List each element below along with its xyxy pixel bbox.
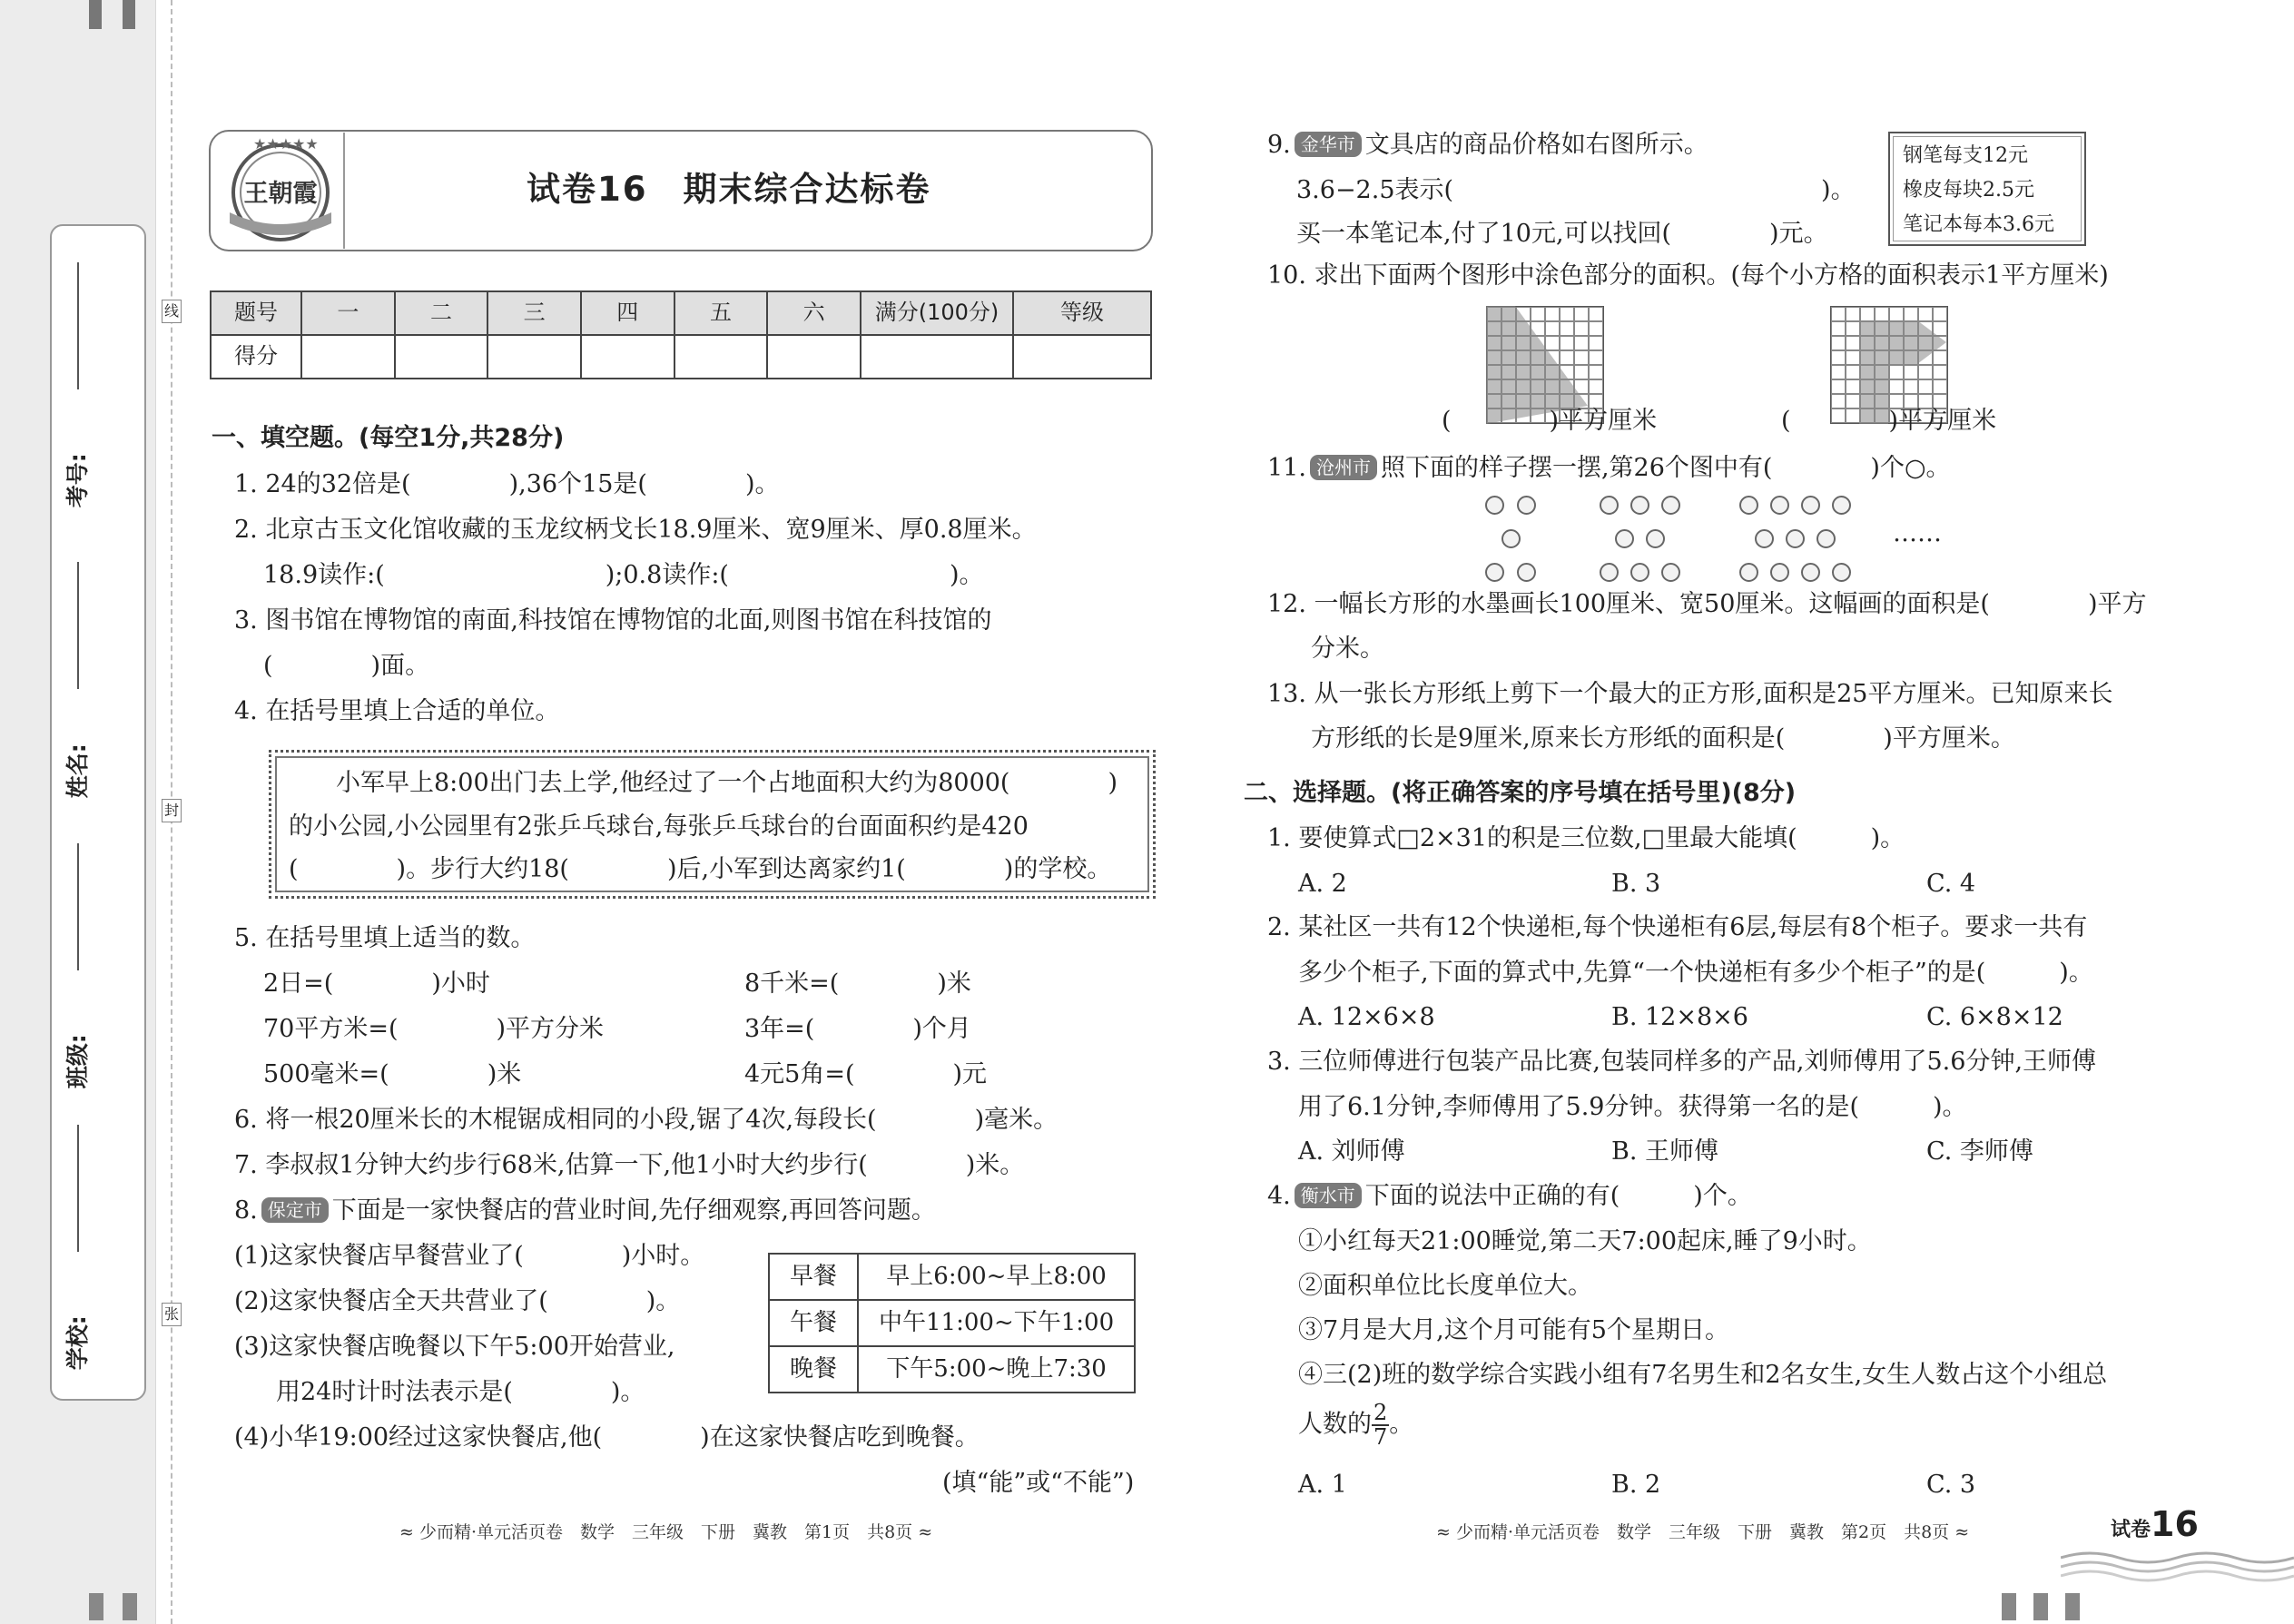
section-heading-choice: 二、选择题。(将正确答案的序号填在括号里)(8分)	[1244, 779, 1797, 807]
ellipsis: ……	[1893, 519, 1942, 547]
question-11: 11. 沧州市 照下面的样子摆一摆,第26个图中有( )个○。	[1267, 454, 1951, 482]
score-cell[interactable]	[487, 335, 581, 379]
price-item: 橡皮每块2.5元	[1903, 179, 2034, 202]
statement-4: ④三(2)班的数学综合实践小组有7名男生和2名女生,女生人数占这个小组总	[1298, 1361, 2108, 1389]
question-9: 9. 金华市 文具店的商品价格如右图所示。	[1267, 131, 1708, 159]
table-row: 午餐 中午11:00~下午1:00	[769, 1300, 1135, 1346]
gutter-mark	[89, 0, 102, 29]
conversion-item: 4元5角=( )元	[744, 1060, 988, 1088]
choice-question-3: 3. 三位师傅进行包装产品比赛,包装同样多的产品,刘师傅用了5.6分钟,王师傅	[1267, 1048, 2097, 1076]
score-cell[interactable]	[395, 335, 488, 379]
option-b[interactable]: B. 王师傅	[1611, 1137, 1719, 1166]
question-8-sub-1: (1)这家快餐店早餐营业了( )小时。	[234, 1242, 705, 1270]
option-b[interactable]: B. 3	[1611, 870, 1661, 898]
gutter-mark	[123, 1593, 137, 1620]
price-list-box	[1888, 132, 2086, 246]
question-9-line3: 买一本笔记本,付了10元,可以找回( )元。	[1296, 220, 1828, 248]
question-8-hint: (填“能”或“不能”)	[942, 1469, 1135, 1497]
question-13: 13. 从一张长方形纸上剪下一个最大的正方形,面积是25平方厘米。已知原来长	[1267, 680, 2113, 708]
logo-text: 王朝霞	[243, 180, 318, 208]
passage-line-1: 小军早上8:00出门去上学,他经过了一个占地面积大约为8000( )	[336, 769, 1117, 797]
question-12-line2: 分米。	[1311, 635, 1384, 663]
question-8: 8. 保定市 下面是一家快餐店的营业时间,先仔细观察,再回答问题。	[234, 1196, 936, 1225]
region-tag: 金华市	[1295, 132, 1362, 157]
price-item: 钢笔每支12元	[1903, 144, 2028, 167]
score-row: 得分	[211, 335, 1151, 379]
answer-blank-area-2: ( )平方厘米	[1781, 407, 1997, 435]
statement-3: ③7月是大月,这个月可能有5个星期日。	[1298, 1316, 1729, 1344]
score-cell[interactable]	[581, 335, 674, 379]
publisher-logo	[222, 134, 339, 247]
option-a[interactable]: A. 12×6×8	[1298, 1003, 1435, 1031]
choice-question-4: 4. 衡水市 下面的说法中正确的有( )个。	[1267, 1182, 1752, 1210]
option-a[interactable]: A. 刘师傅	[1298, 1137, 1405, 1166]
choice-question-1: 1. 要使算式□2×31的积是三位数,□里最大能填( )。	[1267, 824, 1905, 852]
conversion-item: 70平方米=( )平方分米	[263, 1015, 605, 1043]
question-3-line2: ( )面。	[263, 652, 430, 680]
question-12: 12. 一幅长方形的水墨画长100厘米、宽50厘米。这幅画的面积是( )平方	[1267, 590, 2147, 618]
header-divider	[343, 133, 345, 249]
statement-2: ②面积单位比长度单位大。	[1298, 1272, 1592, 1300]
gutter-mark	[89, 1593, 103, 1620]
page-footer-right: ≈ 少而精·单元活页卷 数学 三年级 下册 冀教 第2页 共8页 ≈	[1436, 1522, 1970, 1542]
question-8-sub-3-line2: 用24时计时法表示是( )。	[276, 1378, 645, 1406]
option-c[interactable]: C. 4	[1926, 870, 1976, 898]
score-cell[interactable]	[301, 335, 395, 379]
score-cell[interactable]	[674, 335, 768, 379]
question-8-sub-4: (4)小华19:00经过这家快餐店,他( )在这家快餐店吃到晚餐。	[234, 1423, 980, 1452]
cut-mark: 线	[162, 300, 182, 323]
region-tag: 衡水市	[1295, 1183, 1362, 1208]
score-header-row: 题号 一 二 三 四 五 六 满分(100分) 等级	[211, 291, 1151, 335]
cut-mark: 封	[162, 799, 182, 822]
question-10: 10. 求出下面两个图形中涂色部分的面积。(每个小方格的面积表示1平方厘米)	[1267, 261, 2109, 290]
statement-4-line2: 人数的 $\frac{2}{7}$ 。	[1298, 1400, 1414, 1451]
region-tag: 沧州市	[1310, 455, 1377, 480]
question-3: 3. 图书馆在博物馆的南面,科技馆在博物馆的北面,则图书馆在科技馆的	[234, 606, 992, 635]
option-a[interactable]: A. 1	[1298, 1471, 1347, 1499]
section-heading-fill: 一、填空题。(每空1分,共28分)	[212, 424, 565, 452]
statement-1: ①小红每天21:00睡觉,第二天7:00起床,睡了9小时。	[1298, 1227, 1872, 1255]
option-c[interactable]: C. 6×8×12	[1926, 1003, 2063, 1031]
score-cell[interactable]	[1013, 335, 1151, 379]
class-field[interactable]: 班级:	[52, 843, 148, 1116]
score-table	[210, 290, 1152, 379]
name-field[interactable]: 姓名:	[52, 562, 148, 834]
question-7: 7. 李叔叔1分钟大约步行68米,估算一下,他1小时大约步行( )米。	[234, 1151, 1025, 1179]
question-4: 4. 在括号里填上合适的单位。	[234, 697, 560, 725]
score-cell[interactable]	[861, 335, 1013, 379]
option-a[interactable]: A. 2	[1298, 870, 1347, 898]
cut-mark: 张	[162, 1303, 182, 1326]
passage-line-2: 的小公园,小公园里有2张乒乓球台,每张乒乓球台的台面面积约是420	[289, 812, 1029, 841]
circle-pattern-2	[1600, 496, 1680, 582]
exam-no-field[interactable]: 考号:	[52, 262, 148, 535]
option-c[interactable]: C. 李师傅	[1926, 1137, 2033, 1166]
conversion-item: 8千米=( )米	[744, 969, 971, 998]
circle-pattern-3	[1739, 496, 1851, 582]
svg-text:★★★★★: ★★★★★	[253, 135, 319, 153]
region-tag: 保定市	[261, 1197, 329, 1223]
business-hours-table	[768, 1253, 1136, 1393]
table-row: 晚餐 下午5:00~晚上7:30	[769, 1346, 1135, 1393]
choice-question-3-line2: 用了6.1分钟,李师傅用了5.9分钟。获得第一名的是( )。	[1298, 1093, 1967, 1121]
question-13-line2: 方形纸的长是9厘米,原来长方形纸的面积是( )平方厘米。	[1311, 724, 2015, 753]
fraction-two-sevenths: $\frac{2}{7}$	[1373, 1400, 1388, 1451]
choice-question-2: 2. 某社区一共有12个快递柜,每个快递柜有6层,每层有8个柜子。要求一共有	[1267, 913, 2088, 941]
price-item: 笔记本每本3.6元	[1903, 213, 2054, 236]
question-8-sub-2: (2)这家快餐店全天共营业了( )。	[234, 1287, 681, 1315]
table-row: 早餐 早上6:00~早上8:00	[769, 1254, 1135, 1300]
score-cell[interactable]	[767, 335, 861, 379]
gutter-mark	[123, 0, 135, 29]
gutter-mark	[2002, 1593, 2016, 1620]
conversion-item: 500毫米=( )米	[263, 1060, 522, 1088]
page-footer-left: ≈ 少而精·单元活页卷 数学 三年级 下册 冀教 第1页 共8页 ≈	[399, 1522, 933, 1542]
student-info-panel	[50, 224, 146, 1401]
question-2: 2. 北京古玉文化馆收藏的玉龙纹柄戈长18.9厘米、宽9厘米、厚0.8厘米。	[234, 516, 1037, 544]
question-6: 6. 将一根20厘米长的木棍锯成相同的小段,锯了4次,每段长( )毫米。	[234, 1106, 1058, 1134]
question-1: 1. 24的32倍是( ),36个15是( )。	[234, 470, 780, 498]
choice-question-2-line2: 多少个柜子,下面的算式中,先算“一个快递柜有多少个柜子”的是( )。	[1298, 959, 2093, 987]
option-b[interactable]: B. 12×8×6	[1611, 1003, 1748, 1031]
gutter-mark	[2065, 1593, 2080, 1620]
school-field[interactable]: 学校:	[52, 1125, 148, 1397]
answer-blank-area-1: ( )平方厘米	[1442, 407, 1658, 435]
option-b[interactable]: B. 2	[1611, 1471, 1661, 1499]
circle-pattern-1	[1485, 496, 1536, 582]
page-title: 试卷16 期末综合达标卷	[527, 170, 931, 209]
passage-line-3: ( )。步行大约18( )后,小军到达离家约1( )的学校。	[289, 855, 1112, 883]
gutter-mark	[2033, 1593, 2048, 1620]
question-5: 5. 在括号里填上适当的数。	[234, 924, 536, 952]
question-2-line2: 18.9读作:( );0.8读作:( )。	[263, 561, 984, 589]
question-9-line2: 3.6−2.5表示( )。	[1296, 176, 1856, 204]
conversion-item: 2日=( )小时	[263, 969, 490, 998]
paper-number: 试卷16	[2111, 1504, 2199, 1544]
conversion-item: 3年=( )个月	[744, 1015, 971, 1043]
question-8-sub-3: (3)这家快餐店晚餐以下午5:00开始营业,	[234, 1333, 675, 1361]
option-c[interactable]: C. 3	[1926, 1471, 1976, 1499]
